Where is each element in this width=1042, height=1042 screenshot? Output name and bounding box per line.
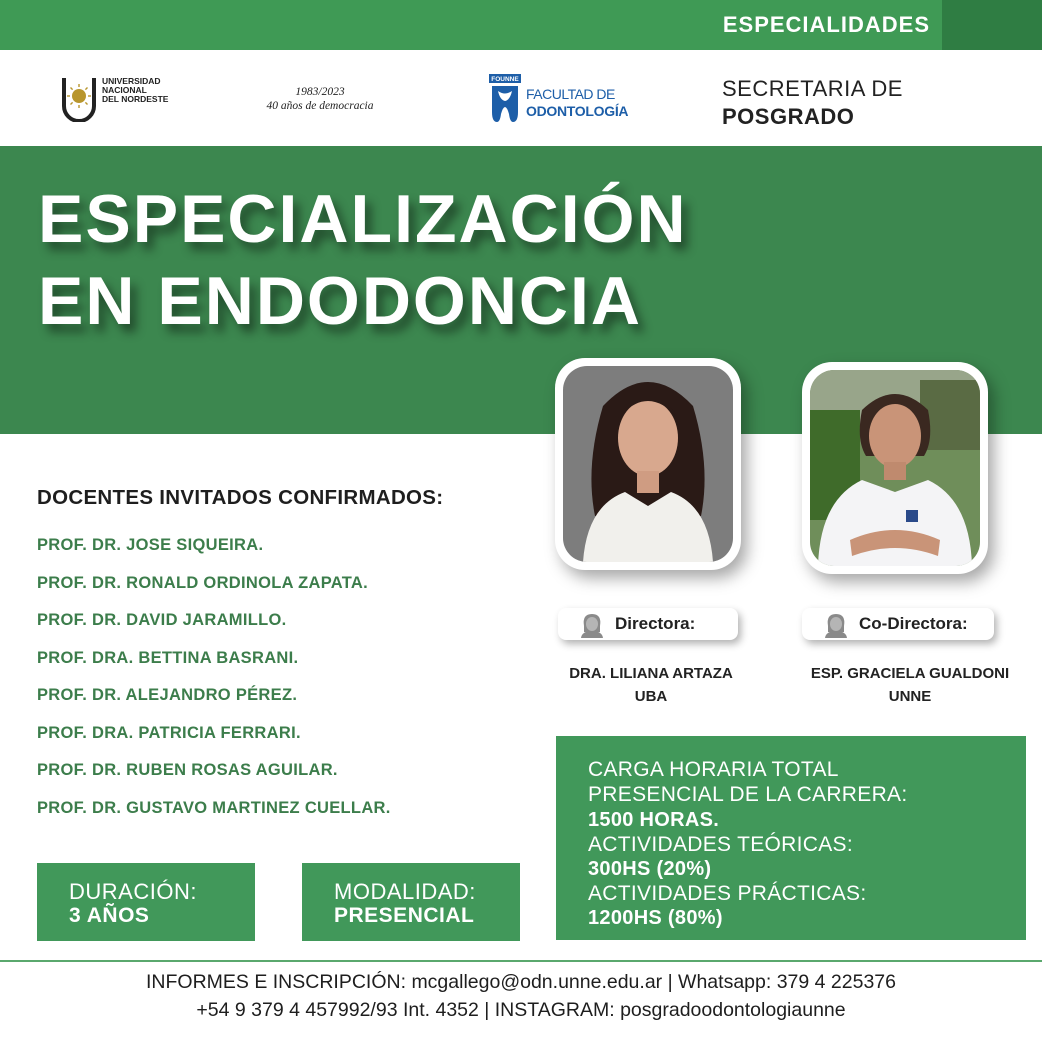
duracion-label: DURACIÓN: [69, 879, 197, 904]
modalidad-label: MODALIDAD: [334, 879, 476, 904]
practicas-value: 1200HS (80%) [588, 907, 723, 929]
top-bar-accent [942, 0, 1042, 50]
carga-total: 1500 HORAS. [588, 809, 720, 831]
directora-name-block [550, 662, 752, 708]
avatar-icon [824, 612, 848, 638]
unne-logo-text: UNIVERSIDAD NACIONAL DEL NORDESTE [102, 76, 169, 104]
modalidad-value: PRESENCIAL [334, 904, 475, 927]
secretaria-line-2: POSGRADO [722, 104, 855, 129]
footer-contact-line-1: INFORMES E INSCRIPCIÓN: mcgallego@odn.unne.edu.ar | Whatsapp: 379 4 225376 [146, 971, 896, 993]
codirectora-photo [802, 362, 988, 574]
codirectora-name: ESP. GRACIELA GUALDONI [810, 665, 1010, 682]
footer-contact-line-2: +54 9 379 4 457992/93 Int. 4352 | INSTAGRAM: posgradoodontologiaunne [196, 999, 846, 1021]
directora-photo [555, 358, 741, 570]
duracion-box [37, 863, 255, 941]
list-item: PROF. DR. DAVID JARAMILLO. [37, 611, 287, 629]
practicas-label: ACTIVIDADES PRÁCTICAS: [588, 882, 867, 905]
tooth-logo-icon [488, 74, 522, 124]
directora-name: DRA. LILIANA ARTAZA [569, 665, 733, 682]
directora-role-pill [558, 608, 738, 640]
docentes-heading: DOCENTES INVITADOS CONFIRMADOS: [37, 486, 444, 509]
codirectora-name-block [792, 662, 1028, 708]
codirectora-role-pill [802, 608, 994, 640]
list-item: PROF. DR. GUSTAVO MARTINEZ CUELLAR. [37, 798, 391, 817]
list-item: PROF. DR. ALEJANDRO PÉREZ. [37, 686, 298, 704]
teoricas-value: 300HS (20%) [588, 858, 712, 880]
carga-horaria-box [556, 736, 1026, 940]
svg-text:FOUNNE: FOUNNE [491, 76, 519, 83]
codirectora-affiliation: UNNE [888, 688, 932, 705]
footer-divider [0, 960, 1042, 962]
list-item: PROF. DR. JOSE SIQUEIRA. [37, 536, 264, 554]
codirectora-role-label: Co-Directora: [859, 614, 968, 633]
directora-portrait-image [563, 366, 733, 562]
unne-logo-icon [60, 76, 98, 122]
avatar-icon [580, 612, 604, 638]
list-item: PROF. DR. RONALD ORDINOLA ZAPATA. [37, 573, 369, 592]
teoricas-label: ACTIVIDADES TEÓRICAS: [588, 833, 853, 856]
title-line-2: EN ENDODONCIA [38, 263, 643, 339]
section-label: ESPECIALIDADES [722, 12, 930, 37]
carga-line-1: CARGA HORARIA TOTAL [588, 758, 839, 781]
faculty-line-2: ODONTOLOGÍA [526, 103, 629, 119]
docentes-list [37, 536, 391, 836]
title-line-1: ESPECIALIZACIÓN [38, 181, 688, 257]
directora-affiliation: UBA [634, 688, 668, 705]
list-item: PROF. DRA. PATRICIA FERRARI. [37, 723, 301, 742]
democracy-badge [240, 85, 400, 113]
democracy-text: 40 años de democracia [266, 100, 374, 112]
secretaria-line-1: SECRETARIA DE [722, 76, 903, 101]
directora-role-label: Directora: [615, 614, 696, 633]
list-item: PROF. DRA. BETTINA BASRANI. [37, 648, 299, 667]
carga-line-2: PRESENCIAL DE LA CARRERA: [588, 783, 908, 806]
modalidad-box [302, 863, 520, 941]
duracion-value: 3 AÑOS [69, 904, 150, 927]
codirectora-portrait-image [810, 370, 980, 566]
democracy-years: 1983/2023 [295, 86, 345, 98]
list-item: PROF. DR. RUBEN ROSAS AGUILAR. [37, 761, 338, 779]
faculty-line-1: FACULTAD DE [526, 86, 615, 102]
